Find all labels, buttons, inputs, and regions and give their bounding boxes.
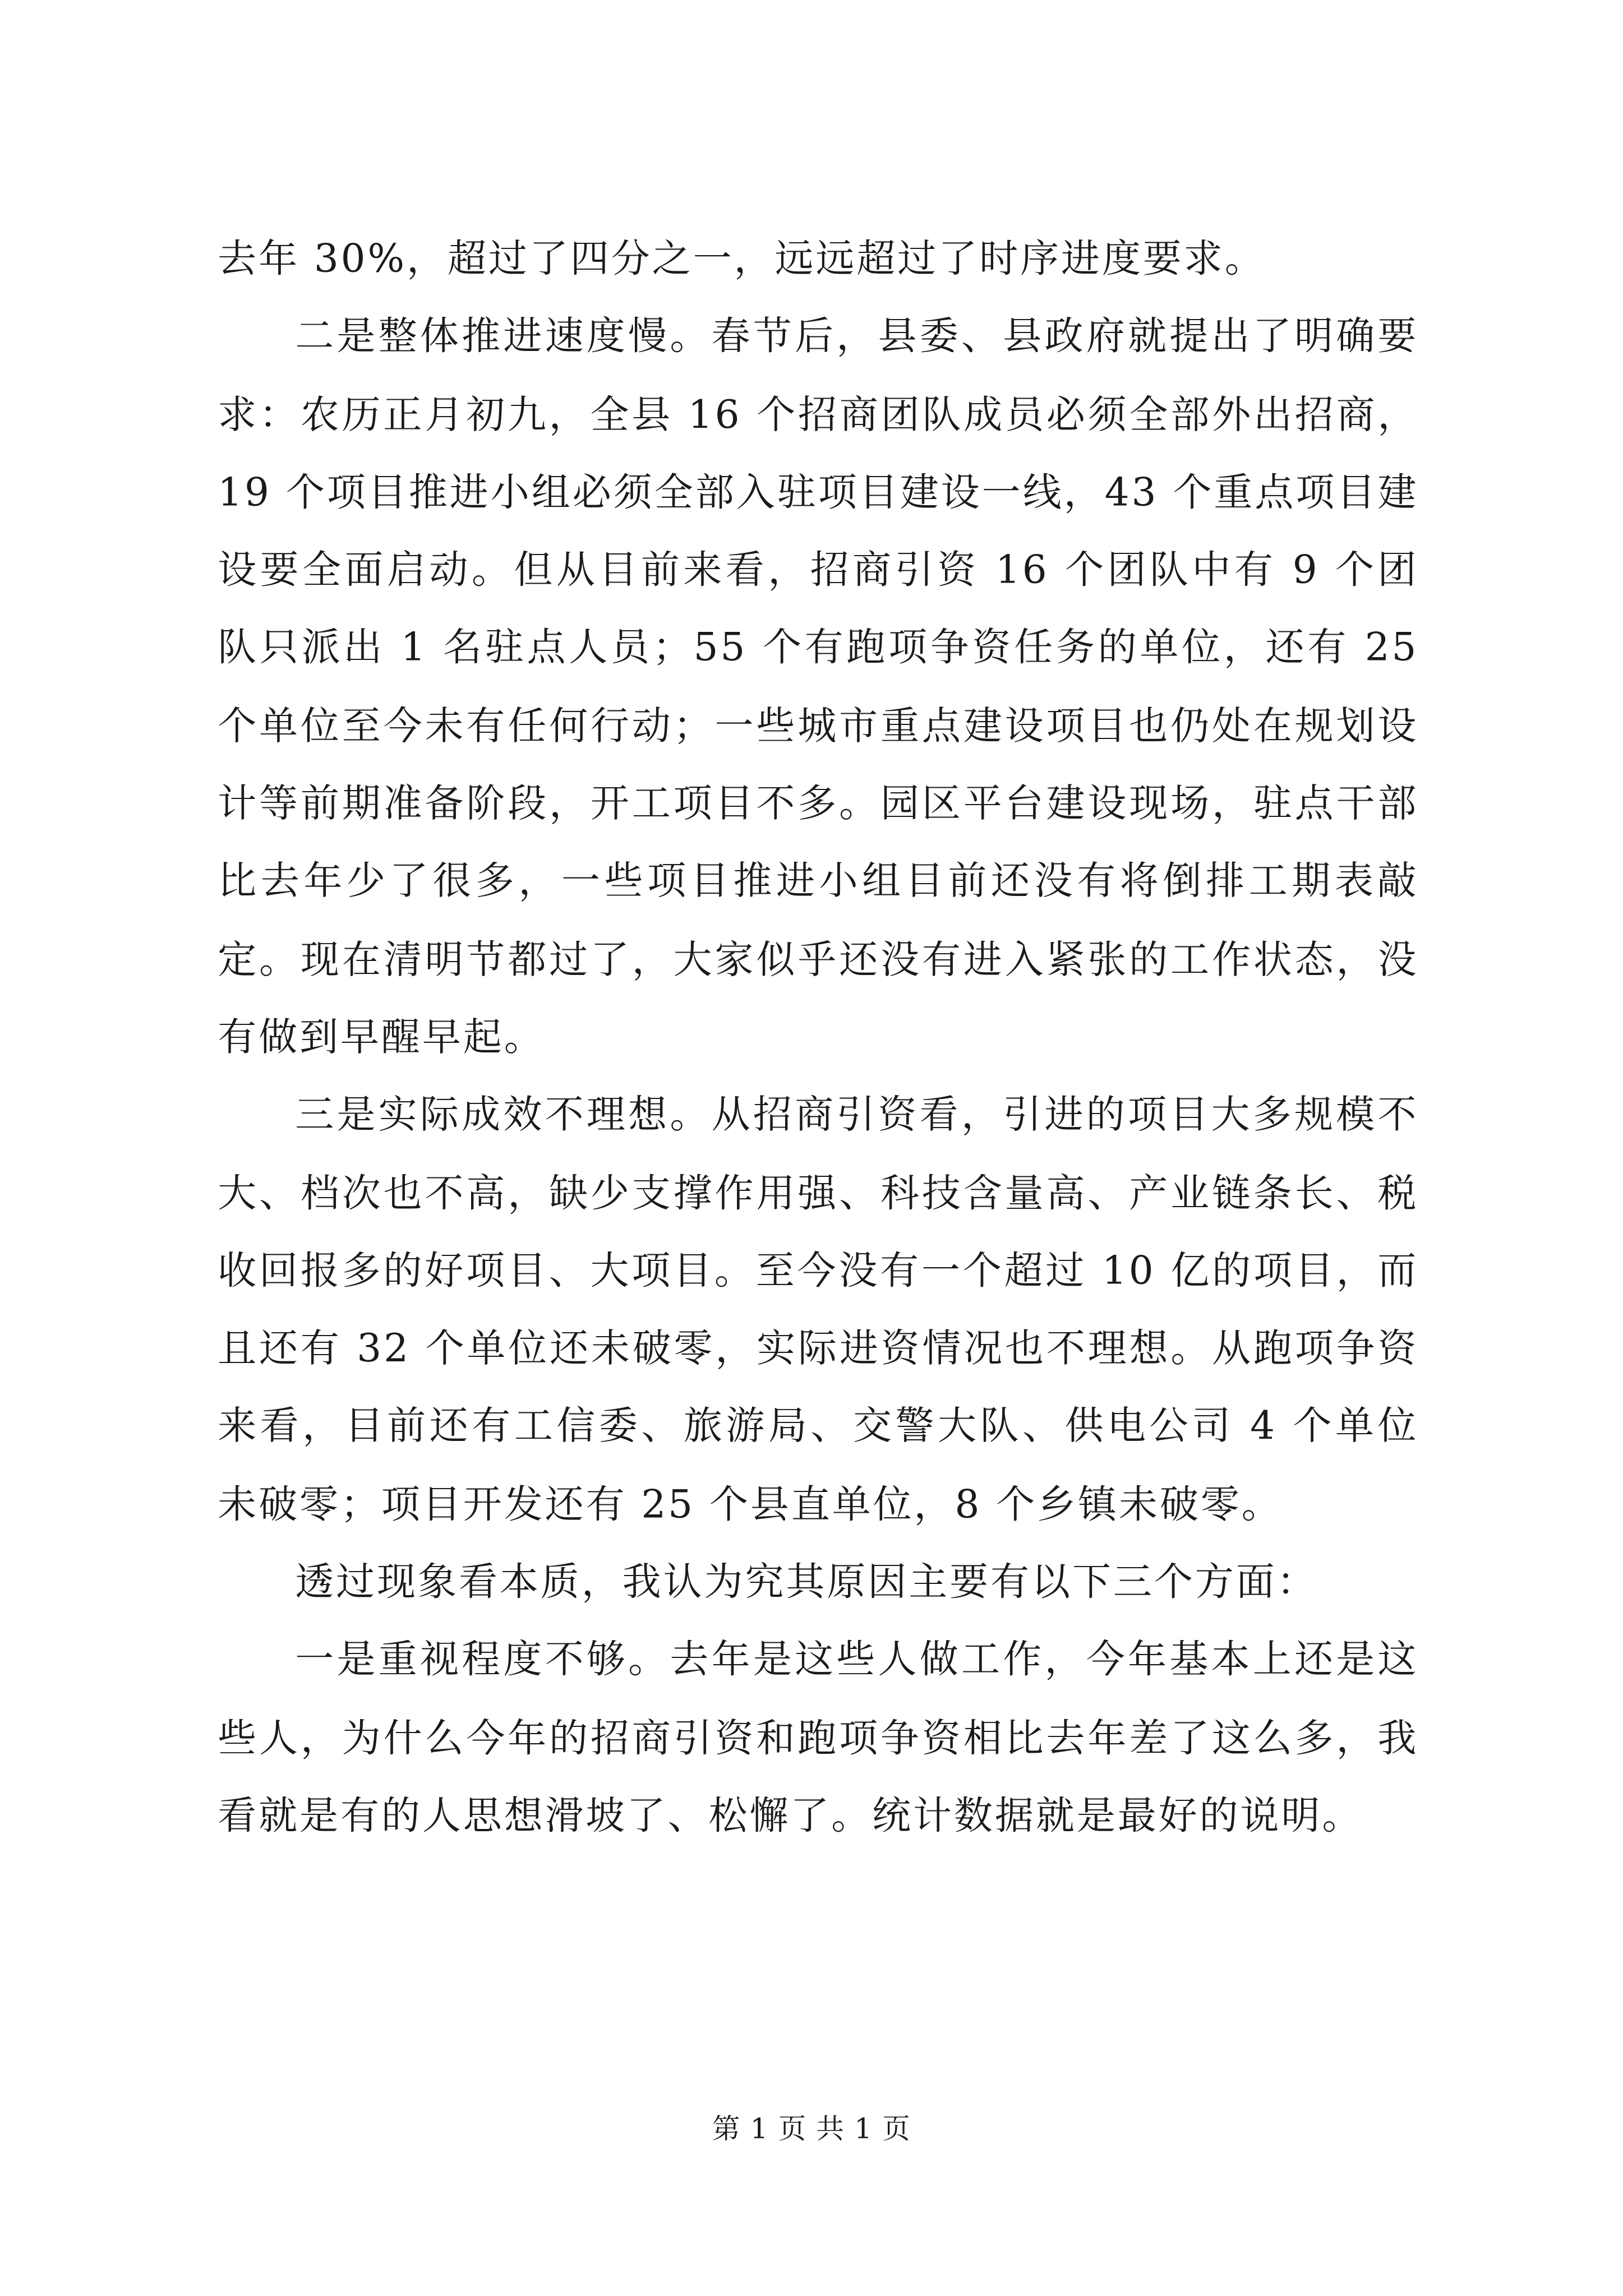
page-number-footer: 第 1 页 共 1 页 (712, 2113, 911, 2146)
paragraph-causes-intro: 透过现象看本质，我认为究其原因主要有以下三个方面： (295, 1560, 1318, 1605)
paragraph-point-two: 二是整体推进速度慢。春节后，县委、县政府就提出了明确要求：农历正月初九，全县 16 个招商团队成员必须全部外出招商，19 个项目推进小组必须全部入驻项目建设一线，43 个重点项目建设要全面启动。但从目前来看，招商引资 16 个团队中有 9 个团队只派出 1 名驻点人员；55 个有跑项争资任务的单位，还有 25 个单位至今未有任何行动；一些城市重点建设项目也仍处在规划设计等前期准备阶段，开工项目不多。园区平台建设现场，驻点干部比去年少了很多，一些项目推进小组目前还没有将倒排工期表敲定。现在清明节都过了，大家似乎还没有进入紧张的工作状态，没有做到早醒早起。 (218, 314, 1419, 1061)
paragraph-continuation: 去年 30%，超过了四分之一，远远超过了时序进度要求。 (218, 236, 1266, 282)
paragraph-point-three: 三是实际成效不理想。从招商引资看，引进的项目大多规模不大、档次也不高，缺少支撑作用强、科技含量高、产业链条长、税收回报多的好项目、大项目。至今没有一个超过 10 亿的项目，而且还有 32 个单位还未破零，实际进资情况也不理想。从跑项争资来看，目前还有工信委、旅游局、交警大队、供电公司 4 个单位未破零；项目开发还有 25 个县直单位，8 个乡镇未破零。 (218, 1093, 1419, 1528)
paragraph-cause-one: 一是重视程度不够。去年是这些人做工作，今年基本上还是这些人，为什么今年的招商引资和跑项争资相比去年差了这么多，我看就是有的人思想滑坡了、松懈了。统计数据就是最好的说明。 (218, 1637, 1419, 1839)
document-body (218, 220, 1418, 1855)
